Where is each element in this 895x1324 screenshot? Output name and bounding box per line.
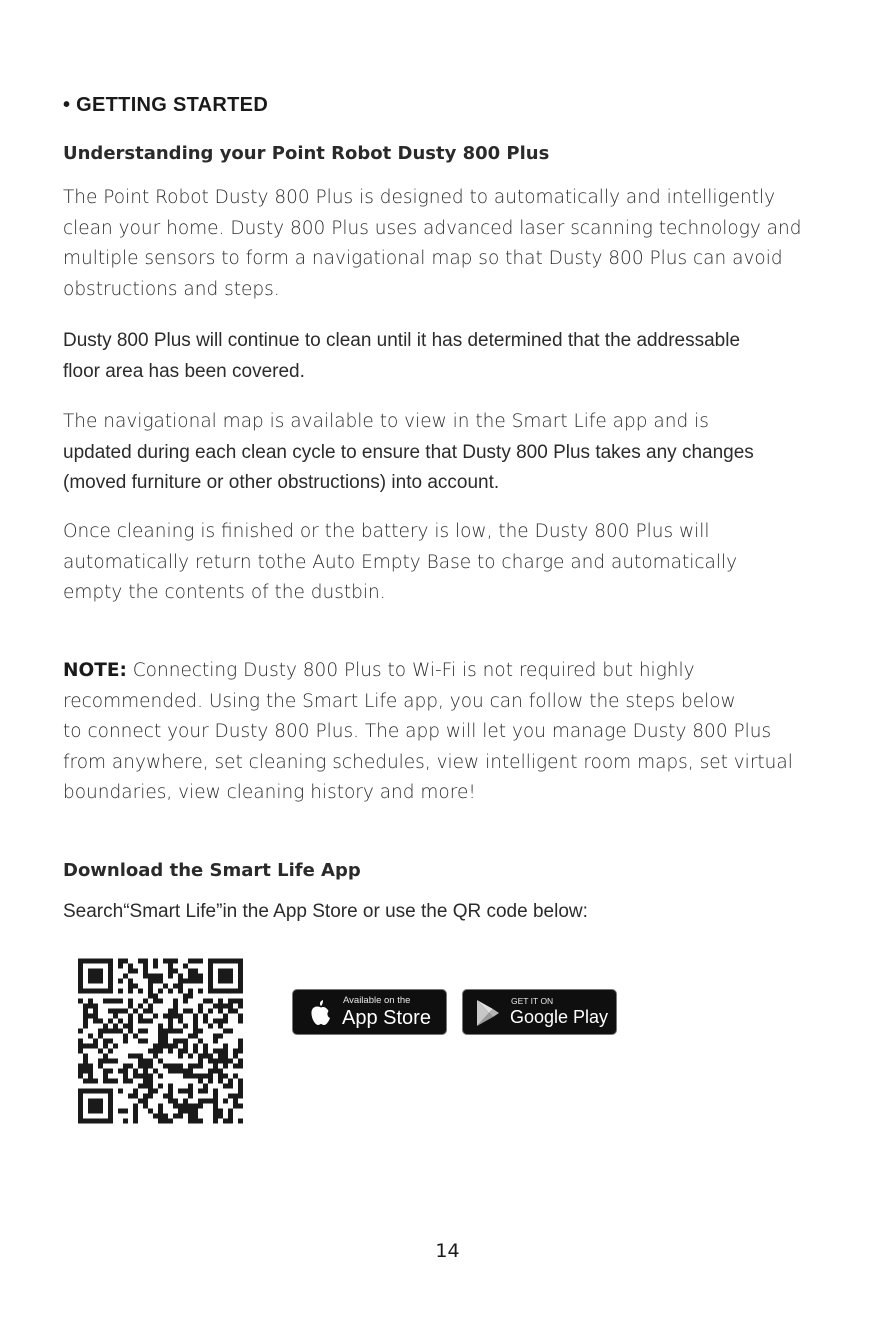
text-line: updated during each clean cycle to ensure that Dusty 800 Plus takes any changes: [63, 441, 754, 463]
text-line: Dusty 800 Plus will continue to clean until it has determined that the addressable: [63, 330, 741, 351]
understanding-heading: Understanding your Point Robot Dusty 800 Plus: [63, 143, 550, 164]
text-line: (moved furniture or other obstructions) into account.: [63, 472, 500, 493]
app-store-small-text: Available on the: [343, 995, 411, 1006]
page-number: 14: [435, 1240, 460, 1262]
download-heading: Download the Smart Life App: [63, 860, 361, 881]
google-play-badge[interactable]: [462, 989, 617, 1035]
google-play-logo-icon: [475, 999, 501, 1027]
text-line: multiple sensors to form a navigational map so that Dusty 800 Plus can avoid: [63, 248, 783, 269]
text-line: automatically return tothe Auto Empty Base to charge and automatically: [63, 551, 738, 573]
text-line: recommended. Using the Smart Life app, you can follow the steps below: [63, 690, 736, 712]
text-line: empty the contents of the dustbin.: [63, 582, 386, 603]
text-line: boundaries, view cleaning history and more!: [63, 782, 476, 803]
app-store-label: App Store: [342, 1007, 431, 1029]
text-line: obstructions and steps.: [63, 278, 280, 300]
text-line: The navigational map is available to view in the Smart Life app and is: [63, 411, 709, 432]
google-play-label: Google Play: [510, 1007, 609, 1027]
note-first-line: Connecting Dusty 800 Plus to Wi-Fi is not required but highly: [126, 660, 695, 681]
paragraph-return: [63, 517, 737, 609]
app-store-badge[interactable]: [292, 989, 447, 1035]
apple-logo-icon: [310, 1000, 332, 1026]
section-title: • GETTING STARTED: [63, 94, 269, 116]
text-line: clean your home. Dusty 800 Plus uses advanced laser scanning technology and: [63, 217, 802, 239]
paragraph-coverage: [63, 326, 740, 387]
text-line: from anywhere, set cleaning schedules, view intelligent room maps, set virtual: [63, 751, 793, 773]
text-line: to connect your Dusty 800 Plus. The app will let you manage Dusty 800 Plus: [63, 721, 772, 742]
note-paragraph: [63, 656, 793, 809]
text-line: floor area has been covered.: [63, 360, 305, 382]
text-line: [63, 656, 793, 687]
paragraph-design: [63, 183, 801, 305]
note-label: NOTE:: [63, 660, 127, 681]
text-line: The Point Robot Dusty 800 Plus is designed to automatically and intelligently: [63, 187, 776, 208]
google-play-small-text: GET IT ON: [511, 996, 554, 1006]
text-line: Once cleaning is finished or the battery is low, the Dusty 800 Plus will: [63, 521, 710, 542]
qr-code-icon: [78, 957, 243, 1125]
paragraph-map: [63, 407, 754, 499]
download-instruction: Search“Smart Life”in the App Store or use the QR code below:: [63, 901, 588, 922]
